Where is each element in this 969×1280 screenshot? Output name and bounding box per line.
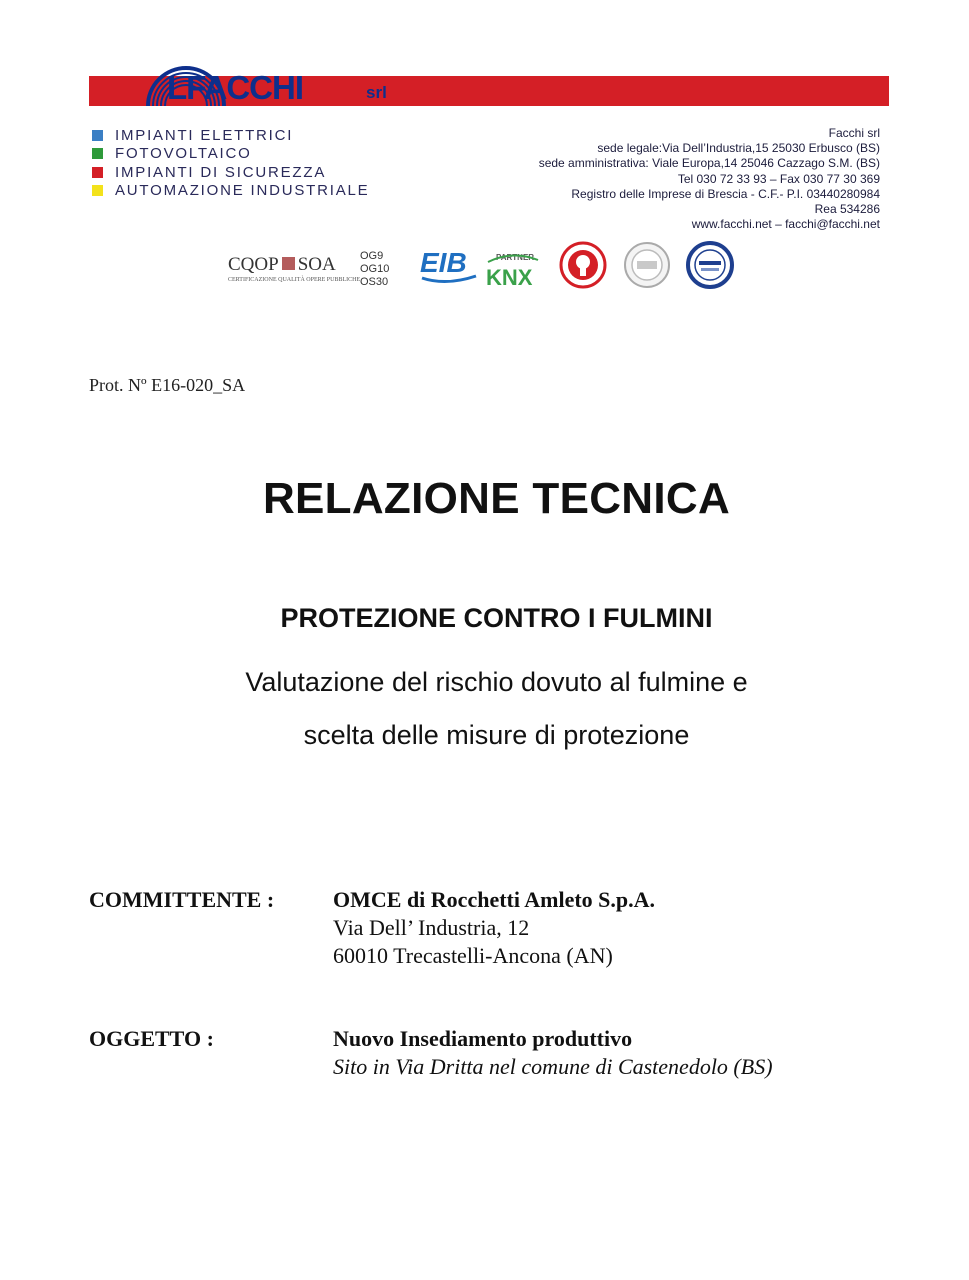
- quality-certificate-icon: [688, 243, 732, 287]
- soa-text: SOA: [297, 254, 336, 275]
- service-label: IMPIANTI DI SICUREZZA: [115, 163, 327, 181]
- og-code: OG10: [360, 263, 390, 275]
- document-title: RELAZIONE TECNICA: [262, 474, 731, 523]
- logo-suffix: srl: [366, 83, 387, 102]
- knx-partner-icon: [486, 253, 538, 290]
- website-email[interactable]: www.facchi.net – facchi@facchi.net: [691, 217, 880, 232]
- company-logo: [167, 70, 303, 106]
- rea-number: Rea 534286: [814, 202, 880, 217]
- cqop-block-icon: [282, 257, 295, 270]
- service-label: FOTOVOLTAICO: [115, 145, 252, 163]
- cqop-subtitle: CERTIFICAZIONE QUALITÀ OPERE PUBBLICHE: [228, 277, 361, 283]
- company-name: Facchi srl: [828, 126, 880, 140]
- service-item: [92, 182, 369, 201]
- knx-partner-text: PARTNER: [496, 253, 535, 262]
- company-info: [539, 126, 880, 232]
- business-register: Registro delle Imprese di Brescia - C.F.- P.I. 03440280984: [571, 186, 880, 201]
- og-codes: [360, 250, 389, 289]
- document-description: [0, 656, 969, 762]
- description-line: Valutazione del rischio dovuto al fulmine e: [245, 667, 748, 697]
- cqop-text: CQOP: [228, 254, 279, 275]
- services-list: [92, 126, 369, 200]
- protocol-number: Prot. Nº E16-020_SA: [89, 375, 246, 395]
- eib-logo-icon: [420, 247, 476, 282]
- service-label: AUTOMAZIONE INDUSTRIALE: [115, 182, 370, 200]
- og-code: OG9: [360, 250, 384, 262]
- service-item: [92, 163, 369, 182]
- oggetto-title: Nuovo Insediamento produttivo: [333, 1026, 633, 1051]
- oggetto-details: [333, 1025, 773, 1081]
- green-square-icon: [92, 148, 103, 159]
- administrative-office: sede amministrativa: Viale Europa,14 25046 Cazzago S.M. (BS): [538, 156, 880, 171]
- phone-fax: Tel 030 72 33 93 – Fax 030 77 30 369: [677, 171, 880, 186]
- service-label: IMPIANTI ELETTRICI: [115, 126, 294, 144]
- og-code: OS30: [360, 276, 389, 288]
- red-square-icon: [92, 167, 103, 178]
- certification-logos: [418, 238, 748, 294]
- cqop-soa-logo: [228, 255, 336, 275]
- committente-name: OMCE di Rocchetti Amleto S.p.A.: [333, 887, 656, 912]
- committente-details: [333, 886, 655, 970]
- document-subtitle: PROTEZIONE CONTRO I FULMINI: [280, 603, 713, 633]
- logo-name: FACCHI: [186, 69, 304, 106]
- albiqual-seal-icon: [561, 243, 605, 287]
- committente-label: COMMITTENTE :: [89, 887, 275, 912]
- service-item: [92, 145, 369, 164]
- oggetto-label: OGGETTO :: [89, 1026, 214, 1051]
- registered-office: sede legale:Via Dell’Industria,15 25030 Erbusco (BS): [597, 141, 880, 156]
- eib-text: EIB: [420, 247, 467, 278]
- yellow-square-icon: [92, 185, 103, 196]
- description-line: scelta delle misure di protezione: [303, 720, 690, 750]
- committente-city: 60010 Trecastelli-Ancona (AN): [333, 943, 613, 968]
- knx-text: KNX: [486, 265, 533, 290]
- committente-address: Via Dell’ Industria, 12: [333, 915, 530, 940]
- certification-seal-icon: [625, 243, 669, 287]
- service-item: [92, 126, 369, 145]
- oggetto-location: Sito in Via Dritta nel comune di Castenedolo (BS): [333, 1054, 773, 1079]
- blue-square-icon: [92, 130, 103, 141]
- logo-initial: L: [167, 69, 187, 106]
